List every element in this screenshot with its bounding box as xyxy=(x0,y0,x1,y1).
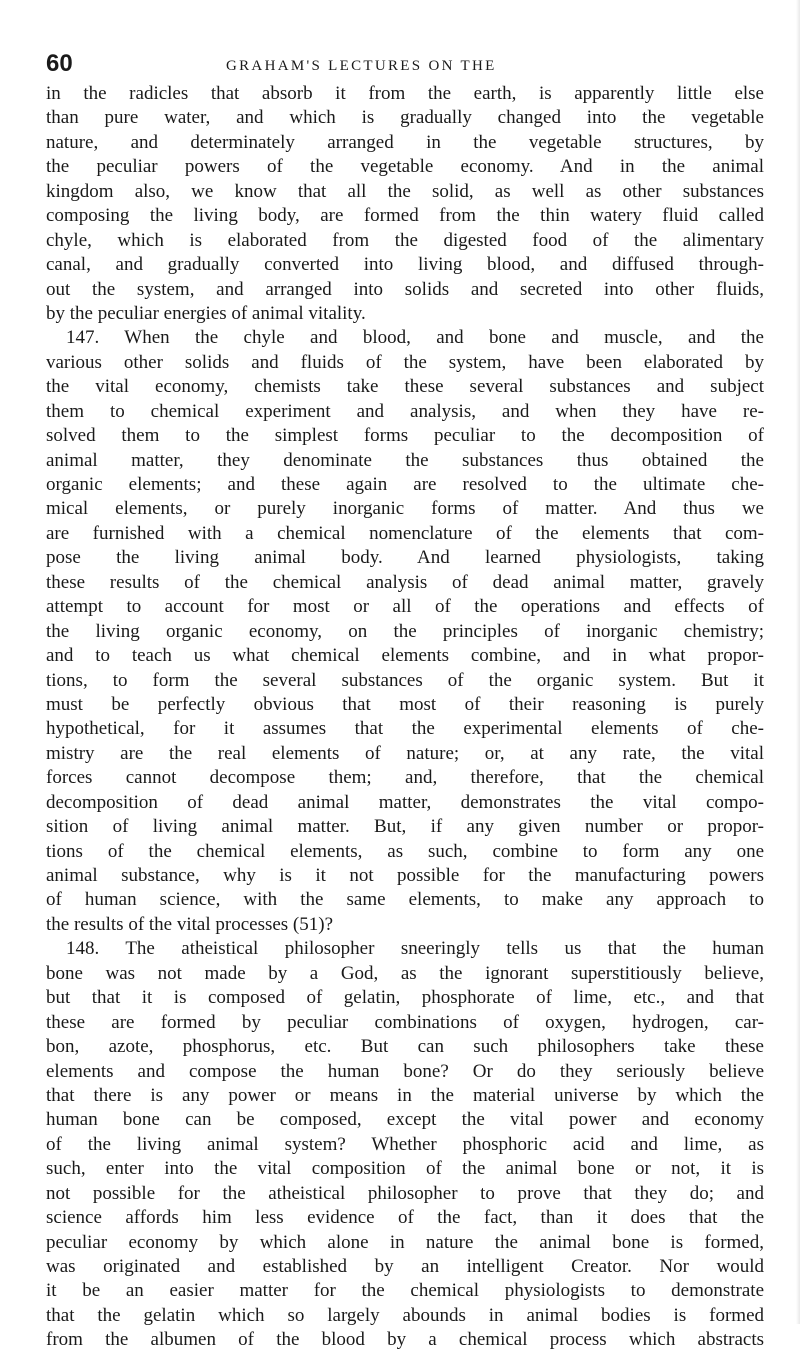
text-line: such, enter into the vital composition of the animal bone or not, it is xyxy=(46,1158,764,1180)
text-line: than pure water, and which is gradually changed into the vegetable xyxy=(46,107,764,129)
page-number: 60 xyxy=(46,50,73,77)
text-line: the results of the vital processes (51)? xyxy=(46,913,334,935)
text-line: hypothetical, for it assumes that the experimental elements of che- xyxy=(46,718,764,740)
text-line: of the living animal system? Whether phosphoric acid and lime, as xyxy=(46,1133,764,1155)
text-line: but that it is composed of gelatin, phosphorate of lime, etc., and that xyxy=(46,987,764,1009)
text-line: various other solids and fluids of the system, have been elaborated by xyxy=(46,351,764,373)
text-line: science affords him less evidence of the fact, than it does that the xyxy=(46,1207,764,1229)
text-line: composing the living body, are formed from the thin watery fluid called xyxy=(46,205,764,227)
text-line: decomposition of dead animal matter, demonstrates the vital compo- xyxy=(46,791,764,813)
text-line: 148. The atheistical philosopher sneeringly tells us that the human xyxy=(66,938,764,960)
text-line: tions of the chemical elements, as such, combine to form any one xyxy=(46,840,764,862)
text-line: solved them to the simplest forms peculiar to the decomposition of xyxy=(46,425,764,447)
text-line: canal, and gradually converted into living blood, and diffused through- xyxy=(46,254,764,276)
text-line: it be an easier matter for the chemical physiologists to demonstrate xyxy=(46,1280,764,1302)
text-line: was originated and established by an intelligent Creator. Nor would xyxy=(46,1256,764,1277)
text-line: 147. When the chyle and blood, and bone and muscle, and the xyxy=(66,327,764,349)
running-head xyxy=(46,50,764,80)
text-line: these are formed by peculiar combinations of oxygen, hydrogen, car- xyxy=(46,1011,764,1033)
text-line: the vital economy, chemists take these several substances and subject xyxy=(46,376,764,398)
text-line: kingdom also, we know that all the solid, as well as other substances xyxy=(46,180,764,202)
text-line: them to chemical experiment and analysis, and when they have re- xyxy=(46,400,764,422)
scan-edge xyxy=(796,0,800,1324)
text-line: mistry are the real elements of nature; or, at any rate, the vital xyxy=(46,742,764,764)
text-line: animal substance, why is it not possible for the manufacturing powers xyxy=(46,865,764,886)
text-line: of human science, with the same elements, to make any approach to xyxy=(46,889,764,911)
text-line: and to teach us what chemical elements combine, and in what propor- xyxy=(46,645,764,667)
text-line: mical elements, or purely inorganic forms of matter. And thus we xyxy=(46,498,764,520)
text-line: that there is any power or means in the material universe by which the xyxy=(46,1084,764,1106)
text-line: not possible for the atheistical philosopher to prove that they do; and xyxy=(46,1182,764,1204)
text-line: pose the living animal body. And learned physiologists, taking xyxy=(46,547,764,569)
text-line: in the radicles that absorb it from the earth, is apparently little else xyxy=(46,83,764,104)
text-line: elements and compose the human bone? Or do they seriously believe xyxy=(46,1060,764,1082)
text-line: organic elements; and these again are resolved to the ultimate che- xyxy=(46,474,764,495)
text-line: nature, and determinately arranged in the vegetable structures, by xyxy=(46,131,764,153)
text-line: bone was not made by a God, as the ignorant superstitiously believe, xyxy=(46,962,764,984)
text-line: that the gelatin which so largely abounds in animal bodies is formed xyxy=(46,1304,764,1326)
text-line: bon, azote, phosphorus, etc. But can such philosophers take these xyxy=(46,1036,764,1058)
text-line: out the system, and arranged into solids and secreted into other fluids, xyxy=(46,278,764,300)
text-line: animal matter, they denominate the substances thus obtained the xyxy=(46,449,764,471)
text-line: must be perfectly obvious that most of their reasoning is purely xyxy=(46,693,764,715)
text-line: chyle, which is elaborated from the digested food of the alimentary xyxy=(46,229,764,251)
running-title: GRAHAM'S LECTURES ON THE xyxy=(226,58,497,74)
text-line: human bone can be composed, except the vital power and economy xyxy=(46,1109,764,1131)
text-line: forces cannot decompose them; and, therefore, that the chemical xyxy=(46,767,764,789)
text-line: attempt to account for most or all of the operations and effects of xyxy=(46,596,764,618)
text-line: peculiar economy by which alone in nature the animal bone is formed, xyxy=(46,1231,764,1253)
book-page xyxy=(46,50,764,1353)
text-line: the peculiar powers of the vegetable economy. And in the animal xyxy=(46,156,764,178)
text-line: sition of living animal matter. But, if any given number or propor- xyxy=(46,816,764,838)
text-line: these results of the chemical analysis of dead animal matter, gravely xyxy=(46,571,764,593)
body-text xyxy=(46,82,764,1353)
text-line: from the albumen of the blood by a chemical process which abstracts xyxy=(46,1329,764,1351)
text-line: the living organic economy, on the principles of inorganic chemistry; xyxy=(46,620,764,642)
text-line: by the peculiar energies of animal vitality. xyxy=(46,302,366,324)
text-line: are furnished with a chemical nomenclature of the elements that com- xyxy=(46,522,764,544)
text-line: tions, to form the several substances of the organic system. But it xyxy=(46,669,764,691)
